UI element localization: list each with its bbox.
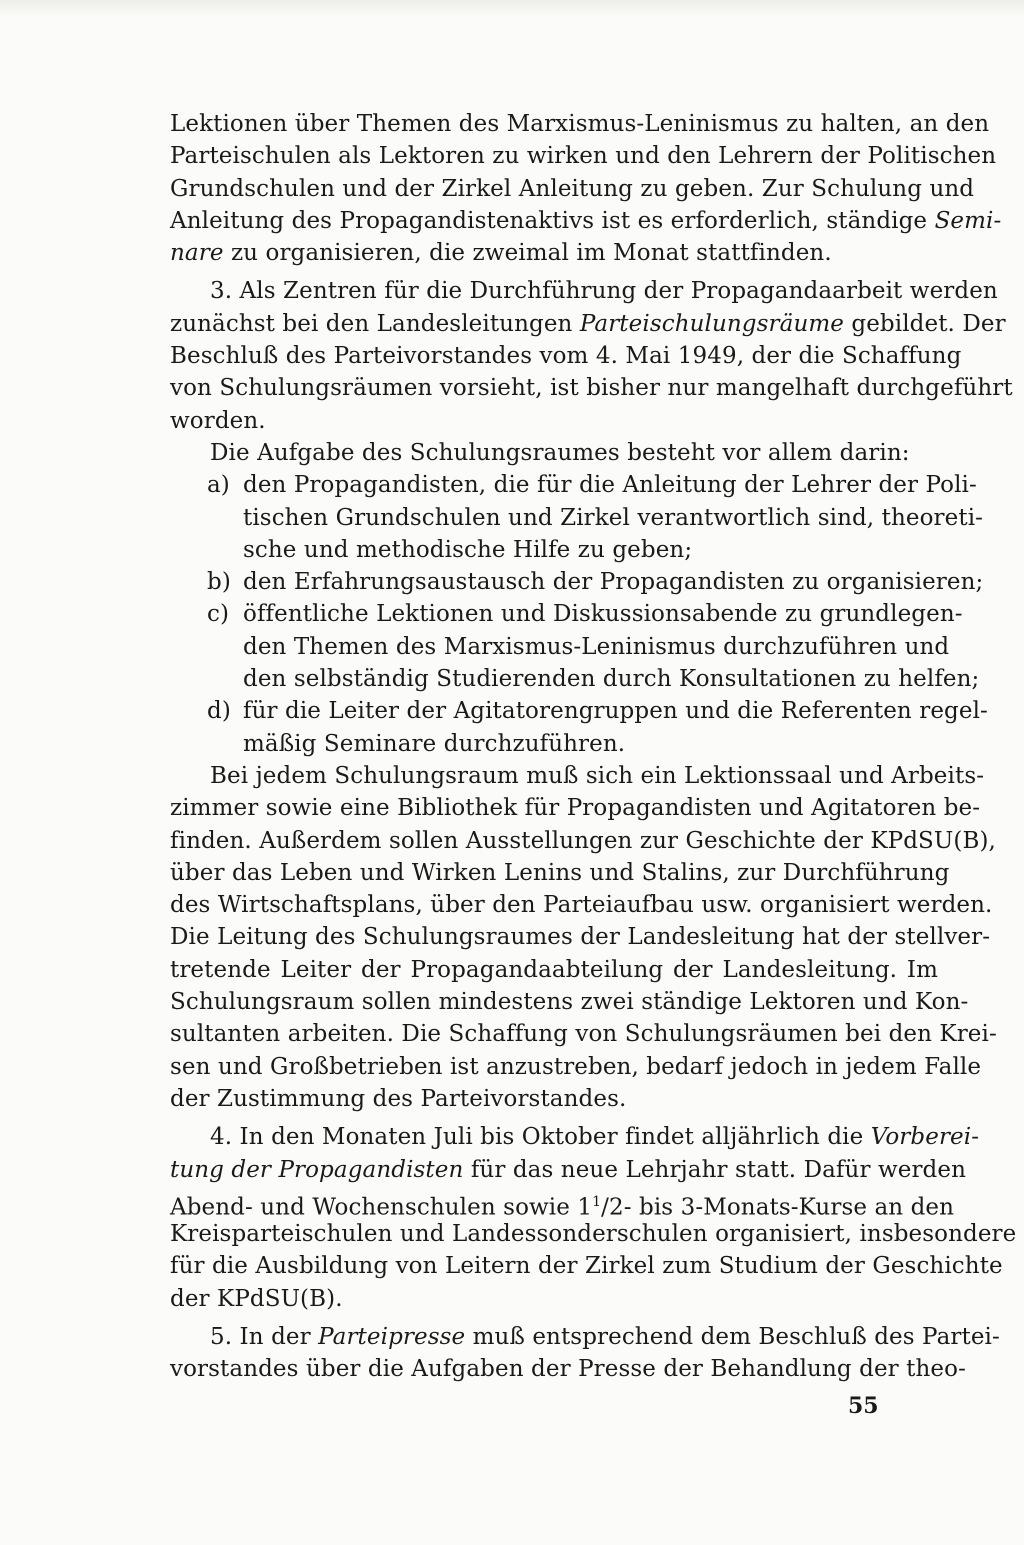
list-item-text: tischen Grundschulen und Zirkel verantwortlich sind, theoreti- — [243, 504, 984, 531]
list-marker: a) — [207, 472, 230, 499]
list-item-a — [170, 469, 977, 501]
text-line — [170, 1121, 980, 1153]
emphasis-text: Parteischulungsräume — [579, 310, 844, 337]
text-line: Bei jedem Schulungsraum muß sich ein Lektionssaal und Arbeits- — [210, 762, 985, 789]
text-segment: 5. In der — [210, 1323, 319, 1350]
text-line: für die Ausbildung von Leitern der Zirkel zum Studium der Geschichte — [170, 1253, 1003, 1280]
text-line: sen und Großbetrieben ist anzustreben, bedarf jedoch in jedem Falle — [170, 1053, 982, 1080]
text-line: Die Leitung des Schulungsraumes der Landesleitung hat der stellver- — [170, 924, 991, 951]
text-line: sultanten arbeiten. Die Schaffung von Schulungsräumen bei den Krei- — [170, 1021, 997, 1048]
text-line — [170, 1321, 1000, 1353]
text-column — [170, 108, 1017, 1386]
text-line: Grundschulen und der Zirkel Anleitung zu geben. Zur Schulung und — [170, 175, 975, 202]
list-item-text: sche und methodische Hilfe zu geben; — [243, 536, 693, 563]
page-top-edge — [0, 0, 1024, 18]
text-line: worden. — [170, 407, 266, 434]
paragraph-continuation — [170, 108, 1002, 269]
list-item-text: den selbständig Studierenden durch Konsultationen zu helfen; — [243, 666, 980, 693]
text-segment: muß entsprechend dem Beschluß des Partei- — [465, 1323, 1000, 1350]
text-segment: zunächst bei den Landesleitungen — [170, 310, 580, 337]
text-line: von Schulungsräumen vorsieht, ist bisher nur mangelhaft durchgeführt — [170, 375, 1013, 402]
list-marker: d) — [207, 698, 231, 725]
list-item-text: öffentliche Lektionen und Diskussionsabende zu grundlegen- — [243, 601, 963, 628]
emphasis-text: Vorberei- — [870, 1124, 980, 1151]
list-item-text: für die Leiter der Agitatorengruppen und die Referenten regel- — [243, 698, 988, 725]
list-item-text: den Propagandisten, die für die Anleitung der Lehrer der Poli- — [243, 472, 977, 499]
text-line: Lektionen über Themen des Marxismus-Leninismus zu halten, an den — [170, 111, 990, 137]
fraction-numerator: 1 — [592, 1193, 602, 1210]
paragraph-section-4 — [170, 1121, 1017, 1315]
emphasis-text: Parteipresse — [318, 1323, 466, 1350]
text-line — [170, 1154, 967, 1186]
text-line: vorstandes über die Aufgaben der Presse der Behandlung der theo- — [170, 1356, 966, 1383]
text-line: Schulungsraum sollen mindestens zwei ständige Lektoren und Kon- — [170, 989, 969, 1016]
text-line: finden. Außerdem sollen Ausstellungen zur Geschichte der KPdSU(B), — [170, 827, 996, 854]
text-line: über das Leben und Wirken Lenins und Stalins, zur Durchführung — [170, 859, 950, 886]
paragraph-schulungsraum — [170, 760, 997, 1115]
list-intro: Die Aufgabe des Schulungsraumes besteht vor allem darin: — [210, 439, 910, 466]
fraction-denominator: 2 — [609, 1194, 624, 1221]
text-line: Parteischulen als Lektoren zu wirken und den Lehrern der Politischen — [170, 143, 997, 170]
text-line — [170, 237, 938, 269]
emphasis-text: nare — [170, 240, 224, 267]
text-line — [170, 205, 1002, 237]
text-line: der KPdSU(B). — [170, 1285, 343, 1312]
text-line: Beschluß des Parteivorstandes vom 4. Mai 1949, der die Schaffung — [170, 343, 962, 370]
paragraph-section-5 — [170, 1321, 1000, 1386]
text-segment: Anleitung des Propagandistenaktivs ist es erforderlich, ständige — [170, 207, 928, 234]
text-line: zimmer sowie eine Bibliothek für Propagandisten und Agitatoren be- — [170, 795, 981, 822]
text-segment: für das neue Lehrjahr statt. Dafür werden — [463, 1156, 967, 1183]
text-segment: zu organisieren, die zweimal im Monat stattfinden. — [223, 240, 832, 267]
list-item-d — [170, 695, 988, 727]
list-item-c — [170, 598, 963, 630]
list-item-text: den Erfahrungsaustausch der Propagandisten zu organisieren; — [243, 569, 984, 596]
emphasis-text: tung der Propagandisten — [170, 1156, 464, 1183]
emphasis-text: Semi- — [934, 207, 1002, 234]
text-segment: 4. In den Monaten Juli bis Oktober findet alljährlich die — [210, 1124, 871, 1151]
list-item-b — [170, 566, 984, 598]
text-line: der Zustimmung des Parteivorstandes. — [170, 1085, 627, 1112]
list-item-text: den Themen des Marxismus-Leninismus durchzuführen und — [243, 633, 950, 660]
task-list — [170, 469, 988, 760]
text-line: des Wirtschaftsplans, über den Parteiaufbau usw. organisiert werden. — [170, 892, 993, 919]
paragraph-section-3 — [170, 275, 1013, 469]
text-line: Kreisparteischulen und Landessonderschulen organisiert, insbesondere — [170, 1221, 1017, 1248]
text-line: tretende Leiter der Propagandaabteilung der Landesleitung. Im — [170, 956, 938, 983]
text-segment: Abend- und Wochenschulen sowie 1 — [170, 1194, 593, 1221]
list-marker: c) — [207, 601, 230, 628]
text-line — [170, 1186, 955, 1221]
fraction-slash: / — [601, 1194, 609, 1221]
page-number: 55 — [848, 1393, 879, 1419]
text-line: 3. Als Zentren für die Durchführung der Propagandaarbeit werden — [210, 278, 998, 305]
text-segment: - bis 3-Monats-Kurse an den — [623, 1194, 955, 1221]
text-segment: gebildet. Der — [843, 310, 1006, 337]
list-marker: b) — [207, 569, 231, 596]
list-item-text: mäßig Seminare durchzuführen. — [243, 730, 626, 757]
text-line — [170, 308, 1006, 340]
